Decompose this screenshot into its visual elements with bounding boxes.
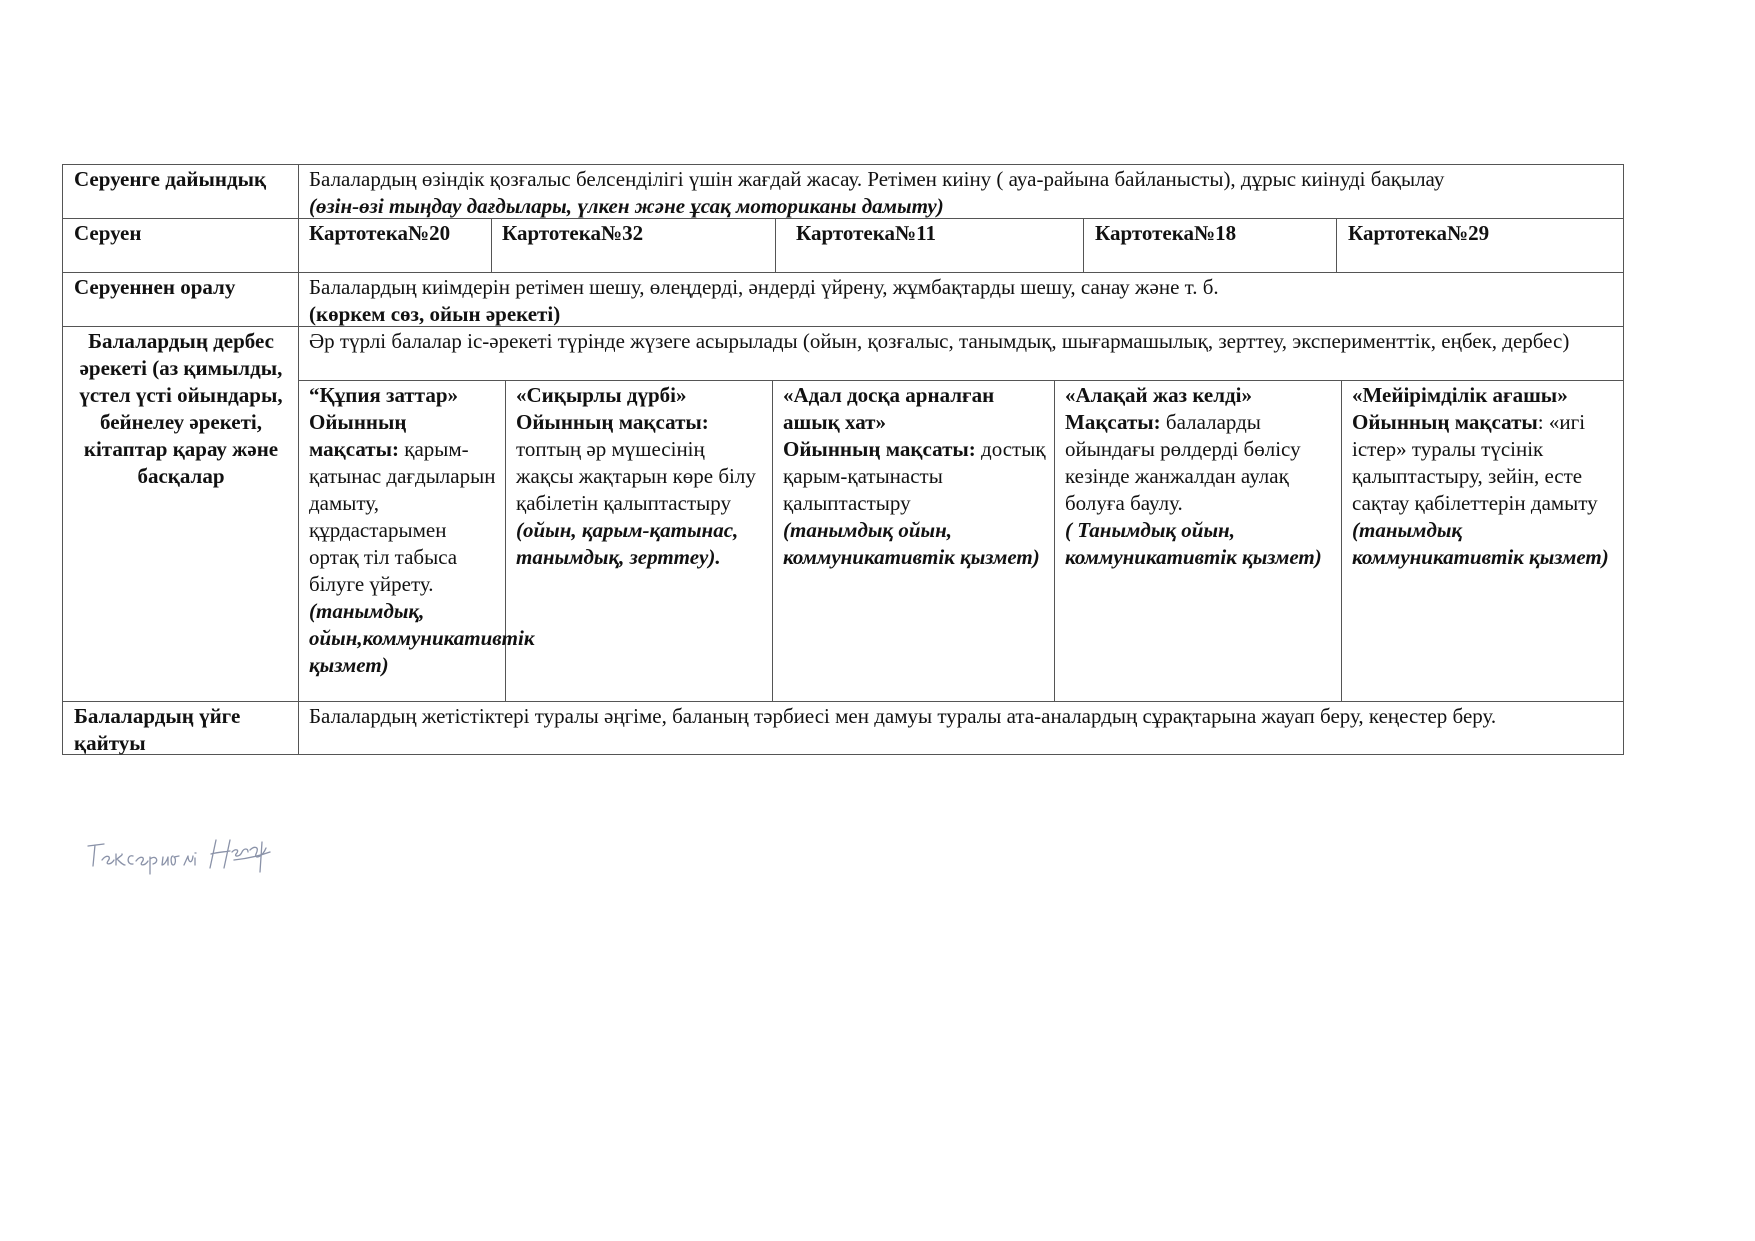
game-title: «Мейірімділік ағашы» (1352, 383, 1568, 407)
game-cell (309, 382, 535, 679)
row-divider (62, 272, 1624, 273)
home-text: Балалардың жетістіктері туралы әңгіме, баланың тәрбиесі мен дамуы туралы ата-аналардың сұрақтарына жауап беру, кеңестер беру. (309, 704, 1497, 728)
game-cell (1065, 382, 1335, 571)
game-goal: қарым-қатынас дағдыларын дамыту, құрдастарымен ортақ тіл табыса білуге үйрету. (309, 437, 496, 596)
row-divider (62, 701, 1624, 702)
prep-label: Серуенге дайындық (74, 167, 267, 191)
column-divider (1341, 380, 1342, 701)
walk-card: Картотека№18 (1095, 221, 1237, 245)
handwritten-signature (84, 832, 294, 882)
game-cell (783, 382, 1048, 571)
walk-card: Картотека№20 (309, 221, 451, 245)
game-tags: (ойын, қарым-қатынас, танымдық, зерттеу). (516, 518, 739, 569)
game-tags: ( Танымдық ойын, коммуникативтік қызмет) (1065, 518, 1322, 569)
game-cell (1352, 382, 1614, 571)
game-goal: достық қарым-қатынасты қалыптастыру (783, 437, 1046, 515)
column-divider (1054, 380, 1055, 701)
column-divider (491, 218, 492, 272)
return-cell (309, 274, 1614, 328)
game-goal-label: Ойынның мақсаты: (783, 437, 976, 461)
game-title: «Адал досқа арналған ашық хат» (783, 383, 995, 434)
row-divider (298, 380, 1624, 381)
return-text: Балалардың киімдерін ретімен шешу, өлеңдерді, әндерді үйрену, жұмбақтарды шешу, санау және т. б. (309, 275, 1219, 299)
game-tags: (танымдық, ойын,коммуникативтік қызмет) (309, 599, 535, 677)
game-title: «Сиқырлы дүрбі» (516, 383, 687, 407)
column-divider (1336, 218, 1337, 272)
game-goal-label: Ойынның мақсаты (1352, 410, 1538, 434)
walk-card: Картотека№29 (1348, 221, 1490, 245)
game-title: «Алақай жаз келді» (1065, 383, 1252, 407)
prep-note: (өзін-өзі тыңдау дағдылары, үлкен және ұсақ моториканы дамыту) (309, 194, 944, 218)
game-goal: : «игі істер» туралы түсінік қалыптастыру, зейін, есте сақтау қабілеттерін дамыту (1352, 410, 1598, 515)
game-tags: (танымдық ойын, коммуникативтік қызмет) (783, 518, 1040, 569)
game-goal-label: Мақсаты: (1065, 410, 1161, 434)
game-title: “Құпия заттар» (309, 383, 458, 407)
column-divider (505, 380, 506, 701)
column-divider (772, 380, 773, 701)
game-cell (516, 382, 766, 571)
return-label: Серуеннен оралу (74, 275, 236, 299)
column-divider (1083, 218, 1084, 272)
column-divider (775, 218, 776, 272)
prep-cell (309, 166, 1614, 220)
walk-label: Серуен (74, 221, 142, 245)
game-goal: топтың әр мүшесінің жақсы жақтарын көре білу қабілетін қалыптастыру (516, 437, 756, 515)
game-goal-label: Ойынның мақсаты: (309, 410, 407, 461)
column-divider (298, 164, 299, 755)
walk-card: Картотека№11 (796, 221, 936, 245)
walk-card: Картотека№32 (502, 221, 644, 245)
game-goal-label: Ойынның мақсаты: (516, 410, 709, 434)
independent-label: Балалардың дербес әрекеті (аз қимылды, үстел үсті ойындары, бейнелеу әрекеті, кітаптар қарау және басқалар (79, 329, 283, 488)
home-label: Балалардың үйге қайтуы (74, 704, 241, 755)
game-goal: балаларды ойындағы рөлдерді бөлісу кезінде жанжалдан аулақ болуға баулу. (1065, 410, 1301, 515)
game-tags: (танымдық коммуникативтік қызмет) (1352, 518, 1609, 569)
independent-intro: Әр түрлі балалар іс-әрекеті түрінде жүзеге асырылады (ойын, қозғалыс, танымдық, шығармашылық, зерттеу, эксперименттік, еңбек, дербес) (309, 329, 1570, 353)
prep-text: Балалардың өзіндік қозғалыс белсенділігі үшін жағдай жасау. Ретімен киіну ( ауа-райына байланысты), дұрыс киінуді бақылау (309, 167, 1445, 191)
return-note: (көркем сөз, ойын әрекеті) (309, 302, 561, 326)
